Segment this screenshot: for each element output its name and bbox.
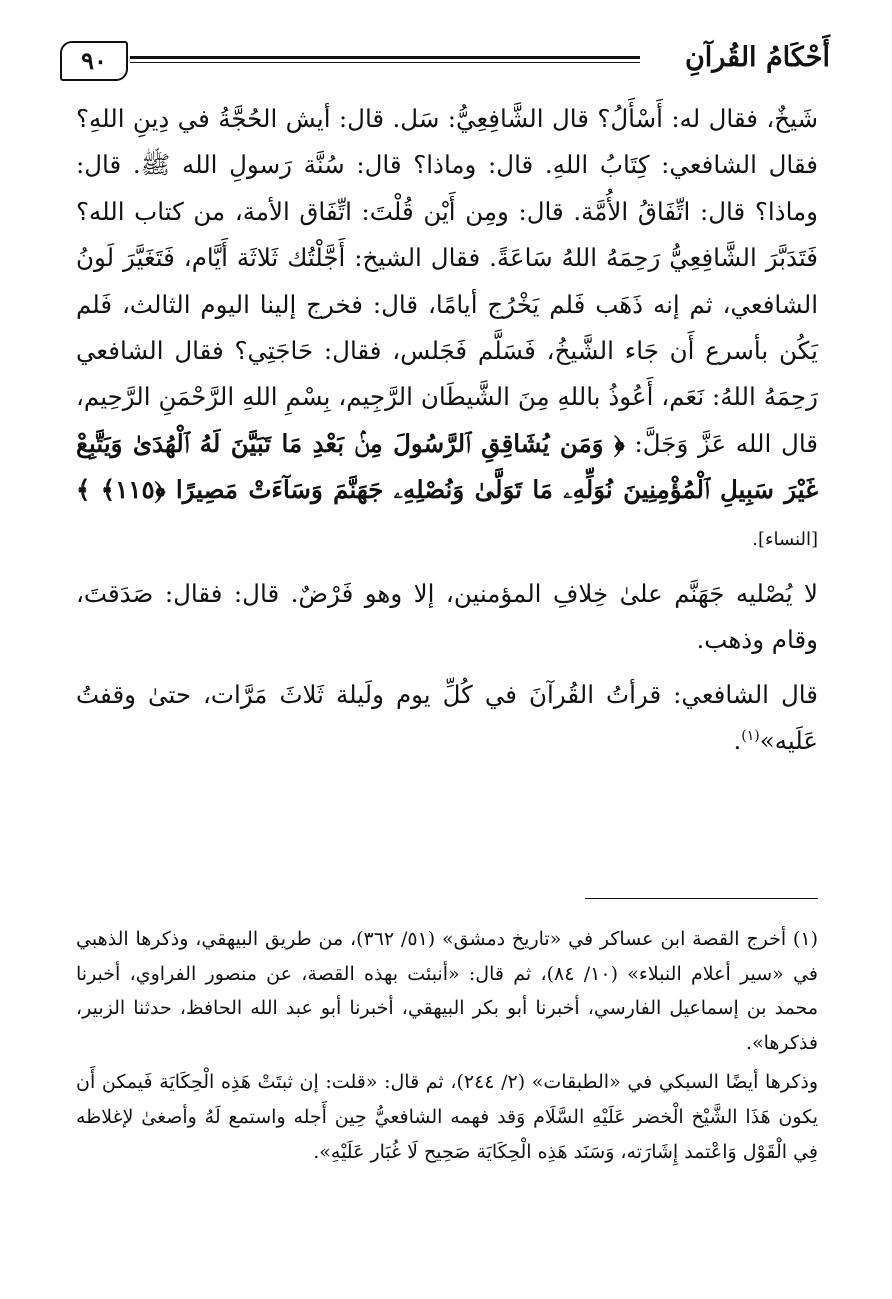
footnote-1-continued: وذكرها أيضًا السبكي في «الطبقات» (٢/ ٢٤٤)، ثم قال: «قلت: إن ثبتَتْ هَذِه الْحِكَايَة فَيمكن أَن يكون هَذَا الشَّيْخ الْخضر عَلَيْهِ السَّلَام وَقد فهمه الشافعيُّ حِين أَجله واستمع لَهُ وأصغىٰ لإغلاظه فِي الْقَوْل وَاعْتمد إِشَارَته، وَسَنَد هَذِه الْحِكَايَة صَحِيح لَا غُبَار عَلَيْهِ». <box>76 1071 818 1163</box>
header-rule <box>130 56 640 63</box>
paragraph-3-end: . <box>733 726 742 756</box>
page-number: ٩٠ <box>60 41 128 81</box>
footnote-1: (١) أخرج القصة ابن عساكر في «تاريخ دمشق» (٥١/ ٣٦٢)، من طريق البيهقي، وذكرها الذهبي في «سير أعلام النبلاء» (١٠/ ٨٤)، ثم قال: «أنبئت بهذه القصة، عن منصور الفراوي، أخبرنا محمد بن إسماعيل الفارسي، أخبرنا أبو بكر البيهقي، أخبرنا أبو عبد الله الحافظ، حدثنا الزبير، فذكرها». <box>76 928 818 1054</box>
paragraph-3-text: قال الشافعي: قرأتُ القُرآنَ في كُلِّ يوم ولَيلة ثَلاثَ مَرَّات، حتىٰ وقفتُ عَلَيه» <box>76 679 818 756</box>
footnotes <box>76 922 818 1169</box>
verse-reference: [النساء]. <box>752 528 818 550</box>
footnote-marker: (١) <box>741 728 760 745</box>
main-text <box>76 96 818 765</box>
quran-verse: ﴿ وَمَن يُشَاقِقِ ٱلرَّسُولَ مِنۢ بَعْدِ مَا تَبَيَّنَ لَهُ ٱلْهُدَىٰ وَيَتَّبِعْ غَيْرَ سَبِيلِ ٱلْمُؤْمِنِينَ نُوَلِّهِۦ مَا تَوَلَّىٰ وَنُصْلِهِۦ جَهَنَّمَ وَسَآءَتْ مَصِيرًا ﴿١١٥﴾ ﴾ <box>76 428 818 505</box>
paragraph-1 <box>76 96 818 563</box>
paragraph-2: لا يُصْليه جَهَنَّم علىٰ خِلافِ المؤمنين، إلا وهو فَرْضٌ. قال: فقال: صَدَقتَ، وقام وذهب. <box>76 579 818 655</box>
footnote-divider <box>585 898 818 899</box>
page-header <box>60 38 830 88</box>
paragraph-1-text: شَيخٌ، فقال له: أَسْأَلُ؟ قال الشَّافِعِيُّ: سَل. قال: أيش الحُجَّةُ في دِينِ اللهِ؟ فقال الشافعي: كِتَابُ اللهِ. قال: وماذا؟ قال: سُنَّة رَسولِ الله ﷺ. قال: وماذا؟ قال: اتِّفَاقُ الأُمَّة. قال: ومِن أَيْن قُلْتَ: اتِّفَاق الأمة، من كتاب الله؟ فَتَدَبَّرَ الشَّافِعِيُّ رَحِمَهُ اللهُ سَاعَةً. فقال الشيخ: أَجَّلْتُك ثَلاثَة أَيَّام، فَتَغَيَّرَ لَونُ الشافعي، ثم إنه ذَهَب فَلم يَخْرُج أيامًا، قال: فخرج إلينا اليوم الثالث، فَلم يَكُن بأسرع أَن جَاء الشَّيخُ، فَسَلَّم فَجَلس، فقال: حَاجَتِي؟ فقال الشافعي رَحِمَهُ اللهُ: نَعَم، أَعُوذُ باللهِ مِنَ الشَّيطَان الرَّجِيم، بِسْمِ اللهِ الرَّحْمَنِ الرَّحِيم، قال الله عَزَّ وَجَلَّ: <box>76 104 818 458</box>
book-title: أَحْكَامُ القُرآنِ <box>684 42 830 73</box>
paragraph-3 <box>76 672 818 765</box>
